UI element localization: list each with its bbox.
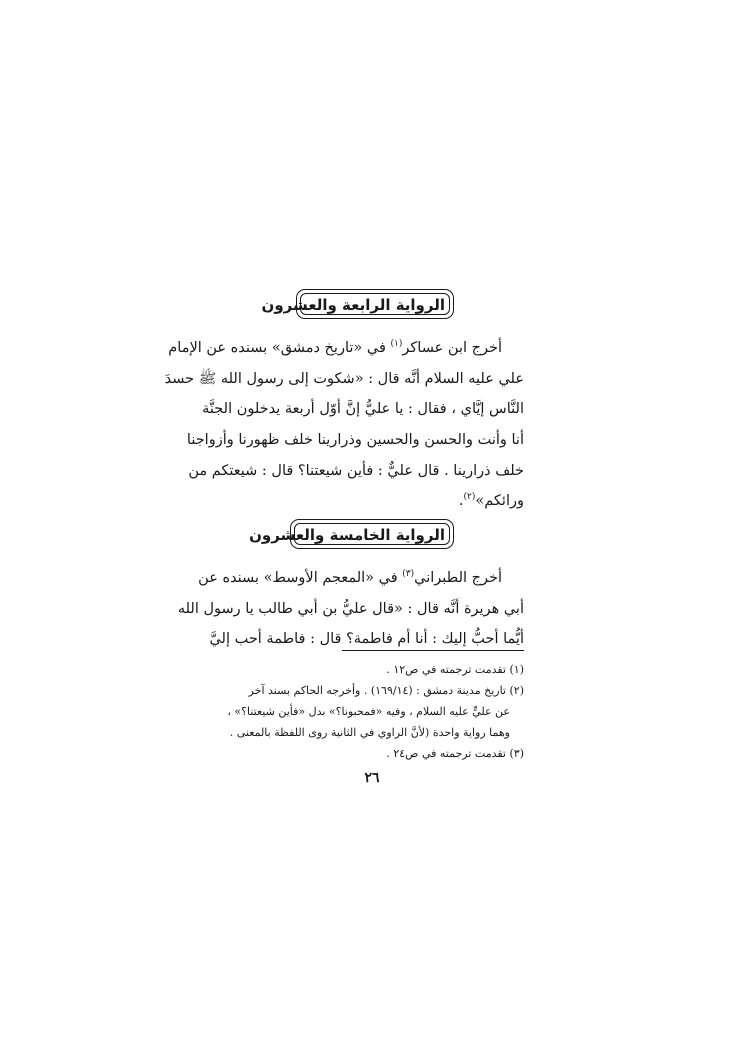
footnote-ref-3: (٣) — [402, 569, 415, 579]
footnotes — [222, 659, 524, 764]
text-line: أنا وأنت والحسن والحسين وذرارينا خلف ظهورنا وأزواجنا — [186, 432, 524, 449]
text-line: خلف ذرارينا . قال عليٌّ : فأين شيعتنا؟ قال : شيعتكم من — [188, 462, 524, 479]
page-number: ٢٦ — [364, 770, 380, 786]
section-heading-25: الرواية الخامسة والعشرون — [290, 519, 454, 549]
section-heading-24: الرواية الرابعة والعشرون — [296, 289, 454, 319]
text-line: النَّاس إيَّاي ، فقال : يا عليُّ إنَّ أوّل أربعة يدخلون الجنَّة — [202, 401, 524, 418]
text-line: أخرج الطبراني$^{(٣)}$ في «المعجم الأوسط» بسنده عن — [198, 569, 502, 586]
footnote-3: (٣) تقدمت ترجمته في ص٢٤ . — [386, 747, 524, 760]
text-line: ورائكم»$^{(٢)}$. — [458, 492, 524, 510]
footnote-separator — [342, 650, 524, 651]
text-line: أخرج ابن عساكر$^{(١)}$ في «تاريخ دمشق» بسنده عن الإمام — [168, 339, 502, 356]
text-line: أبي هريرة أنَّه قال : «قال عليُّ بن أبي طالب يا رسول الله — [177, 600, 524, 617]
footnote-2-cont: وهما رواية واحدة (لأنَّ الراوي في الثانية روى اللفظة بالمعنى . — [229, 726, 510, 739]
footnote-ref-2: (٢) — [463, 492, 476, 503]
footnote-2-cont: عن عليٍّ عليه السلام ، وفيه «فمحبونا؟» بدل «فأين شيعتنا؟» ، — [227, 705, 510, 718]
narration-25-text — [177, 563, 524, 655]
footnote-2: (٢) تاريخ مدينة دمشق : (١٦٩/١٤) . وأخرجه الحاكم بسند آخر — [248, 684, 524, 697]
text-line: علي عليه السلام أنَّه قال : «شكوت إلى رسول الله ﷺ حسدَ — [164, 370, 524, 387]
narration-24-text — [164, 333, 524, 517]
footnote-1: (١) تقدمت ترجمته في ص١٢ . — [386, 663, 524, 676]
footnote-ref-1: (١) — [390, 339, 403, 349]
text-line: أيُّما أحبُّ إليك : أنا أم فاطمة؟ قال : فاطمة أحب إليَّ — [209, 631, 524, 648]
